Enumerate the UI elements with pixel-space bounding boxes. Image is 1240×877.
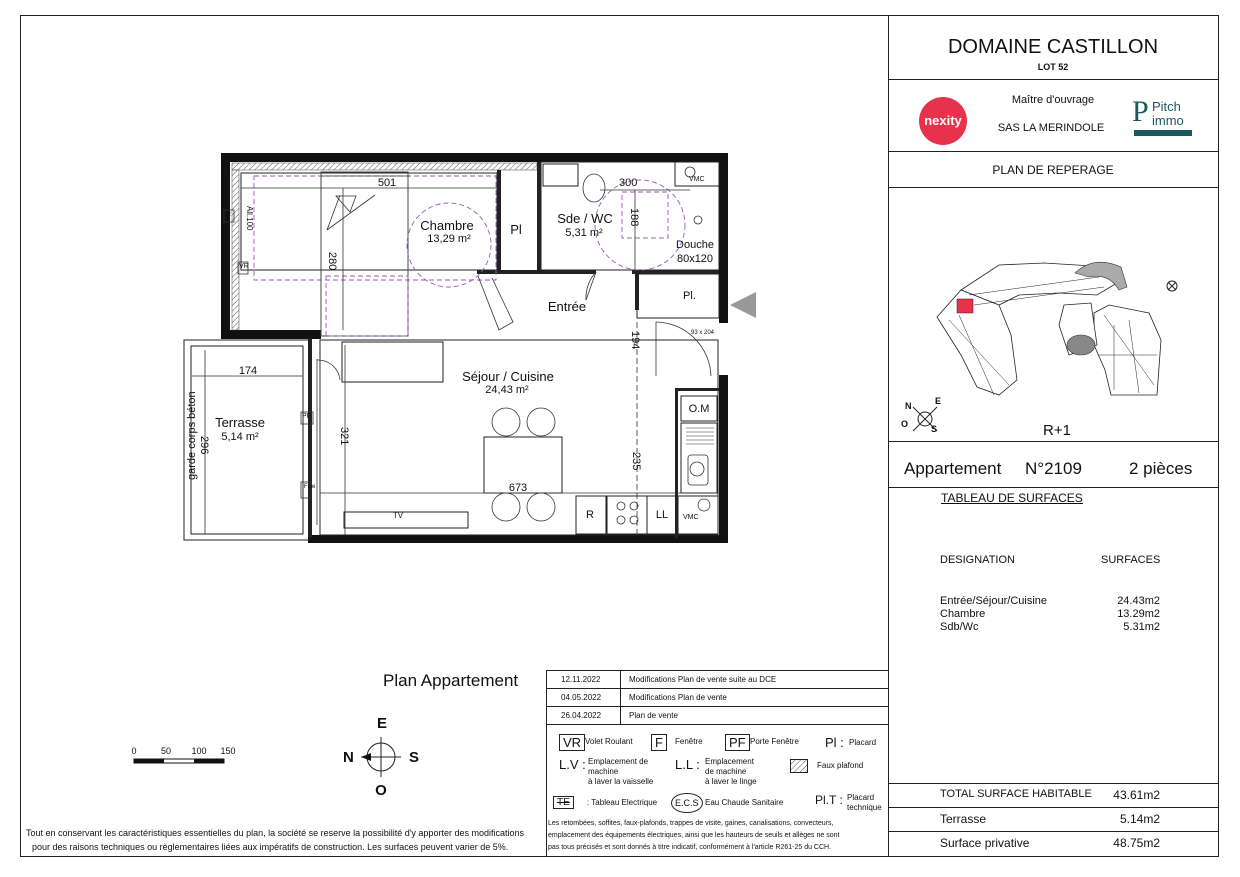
window-pf-label: PF: [302, 413, 311, 420]
surfaces-title: TABLEAU DE SURFACES: [941, 491, 1083, 505]
allege-label: All.100: [245, 206, 254, 231]
room-sde-name: Sde / WC: [557, 211, 613, 226]
keyplan-e: E: [935, 396, 942, 406]
surface-row-3-name: Sdb/Wc: [940, 621, 979, 633]
apartment-label: Appartement: [904, 459, 1002, 478]
keyplan-o: O: [901, 419, 909, 429]
key-plan: [899, 195, 1209, 425]
door-size-label: 93 x 204: [691, 330, 715, 336]
vmc-label-top: VMC: [689, 176, 705, 183]
keyplan-n: N: [905, 401, 912, 411]
compass-s: S: [409, 749, 420, 766]
scale-0: 0: [131, 746, 137, 756]
total-terrasse-value: 5.14m2: [1119, 812, 1160, 826]
legend-pl-code: Pl :: [825, 735, 844, 750]
total-habitable-value: 43.61m2: [1113, 788, 1160, 802]
rev-date-3: 26.04.2022: [561, 711, 602, 720]
apartment-rooms: 2 pièces: [1129, 459, 1193, 478]
legend-plt-t1: Placard: [847, 793, 875, 802]
legend-fp-text: Faux plafond: [817, 761, 864, 770]
legend-note-3: pas tous précisés et sont donnés à titre indicatif, conformément à l'article R261-25 du CCH.: [548, 844, 832, 851]
pitch-immo-logo: P Pitch immo: [1132, 95, 1194, 139]
douche-size: 80x120: [676, 253, 714, 265]
lot-number: LOT 52: [1037, 62, 1069, 72]
scale-bar: [130, 755, 230, 767]
room-sejour-area: 24,43 m²: [485, 384, 529, 396]
legend-ll-code: L.L :: [675, 757, 700, 772]
legend-ll-t3: à laver le linge: [705, 777, 757, 786]
total-terrasse-name: Terrasse: [940, 812, 987, 826]
legend-note-2: emplacement des équipements électriques, ainsi que les hauteurs de seuils et allèges ne sont: [548, 832, 840, 839]
scale-150: 150: [220, 746, 236, 756]
col-designation: DESIGNATION: [940, 554, 1015, 566]
owner-company: SAS LA MERINDOLE: [997, 122, 1105, 134]
room-chambre-name: Chambre: [420, 218, 474, 233]
dim-501: 501: [377, 177, 397, 189]
surface-row-3-value: 5.31m2: [1123, 621, 1160, 633]
scale-50: 50: [160, 746, 172, 756]
legend-f: F: [651, 734, 667, 752]
scale-100: 100: [191, 746, 207, 756]
level-label: R+1: [1043, 422, 1071, 439]
placard-label-2: Pl.: [683, 290, 696, 302]
legend-lv-t1: Emplacement de: [588, 757, 649, 766]
placard-label: Pl: [510, 222, 522, 237]
dim-300: 300: [619, 177, 638, 189]
dim-296: 296: [198, 436, 210, 455]
compass-n: N: [343, 749, 354, 766]
room-sejour-name: Séjour / Cuisine: [462, 369, 554, 384]
legend-ecs-text: Eau Chaude Sanitaire: [705, 798, 784, 807]
douche-label: Douche: [676, 239, 714, 251]
total-privative-value: 48.75m2: [1113, 836, 1160, 850]
fixe-label: Fixe: [304, 484, 316, 490]
dim-174: 174: [238, 365, 258, 377]
dim-280: 280: [326, 252, 338, 271]
fridge-label: R: [586, 509, 594, 521]
dim-235: 235: [630, 452, 642, 471]
rev-date-1: 12.11.2022: [561, 675, 601, 684]
ll-label: LL: [655, 509, 669, 521]
legend-lv-code: L.V :: [559, 757, 586, 772]
window-vr-label: VR: [239, 263, 249, 270]
dim-673: 673: [508, 482, 528, 494]
tv-label: TV: [392, 511, 404, 520]
room-terrasse-area: 5,14 m²: [221, 431, 259, 443]
legend-vr-text: Volet Roulant: [585, 737, 633, 746]
surface-row-2-value: 13.29m2: [1117, 608, 1160, 620]
faux-plafond-icon: [790, 759, 808, 773]
entry-arrow-icon: [730, 292, 756, 318]
om-label: O.M: [688, 403, 710, 415]
room-sde-area: 5,31 m²: [565, 227, 603, 239]
compass-o: O: [375, 782, 387, 799]
compass-e: E: [376, 715, 388, 732]
rev-desc-3: Plan de vente: [629, 711, 678, 720]
legend-lv-t2: machine: [588, 767, 619, 776]
dim-321: 321: [338, 427, 350, 446]
legend-lv-t3: à laver la vaisselle: [588, 777, 654, 786]
rev-date-2: 04.05.2022: [561, 693, 602, 702]
owner-label: Maître d'ouvrage: [1011, 94, 1095, 106]
legend-plt-code: Pl.T :: [815, 793, 843, 807]
disclaimer-line1: Tout en conservant les caractéristiques essentielles du plan, la société se reserve la possibilité d'y apporter des modifications: [26, 828, 524, 838]
surface-row-1-name: Entrée/Séjour/Cuisine: [940, 595, 1048, 607]
surface-row-2-name: Chambre: [940, 608, 986, 620]
garde-corps-label: garde corps béton: [186, 391, 198, 480]
legend-pl-text: Placard: [849, 738, 877, 747]
revision-table: [546, 670, 888, 857]
rev-desc-2: Modifications Plan de vente: [629, 693, 727, 702]
room-chambre-area: 13,29 m²: [427, 233, 471, 245]
legend-ll-t1: Emplacement: [705, 757, 754, 766]
total-habitable-name: TOTAL SURFACE HABITABLE: [940, 788, 1092, 800]
legend-ecs-code: E.C.S: [671, 793, 703, 813]
window-f-label: F: [226, 211, 231, 220]
legend-te-code: TE: [553, 796, 574, 809]
dim-194: 194: [629, 331, 641, 350]
legend-note-1: Les retombées, soffites, faux-plafonds, trappes de visite, gaines, canalisations, convecteurs,: [548, 820, 834, 827]
surface-row-1-value: 24.43m2: [1117, 595, 1160, 607]
compass-icon: [357, 733, 407, 783]
total-privative-name: Surface privative: [940, 836, 1030, 850]
keyplan-s: S: [931, 424, 938, 434]
legend-f-text: Fenêtre: [675, 737, 703, 746]
room-terrasse-name: Terrasse: [215, 415, 265, 430]
room-entree-name: Entrée: [547, 299, 587, 314]
legend-plt-t2: technique: [847, 803, 882, 812]
apartment-number: N°2109: [1025, 459, 1082, 478]
legend-pf-text: Porte Fenêtre: [750, 737, 799, 746]
legend-pf: PF: [725, 734, 750, 752]
plan-title: Plan Appartement: [383, 671, 519, 690]
nexity-logo: nexity: [919, 97, 967, 145]
project-name: DOMAINE CASTILLON: [947, 36, 1159, 58]
legend-ll-t2: de machine: [705, 767, 747, 776]
legend-vr: VR: [559, 734, 585, 752]
dim-188: 188: [628, 208, 640, 227]
vmc-label-bottom: VMC: [683, 514, 699, 521]
reperage-title: PLAN DE REPERAGE: [992, 163, 1114, 177]
col-surfaces: SURFACES: [1101, 554, 1161, 566]
disclaimer-line2: pour des raisons techniques ou règlementaires liées aux impératifs de construction. Les surfaces peuvent varier de 5%.: [32, 842, 509, 852]
rev-desc-1: Modifications Plan de vente suite au DCE: [629, 675, 777, 684]
legend-te-text: : Tableau Electrique: [587, 798, 658, 807]
title-block: [888, 15, 1219, 857]
